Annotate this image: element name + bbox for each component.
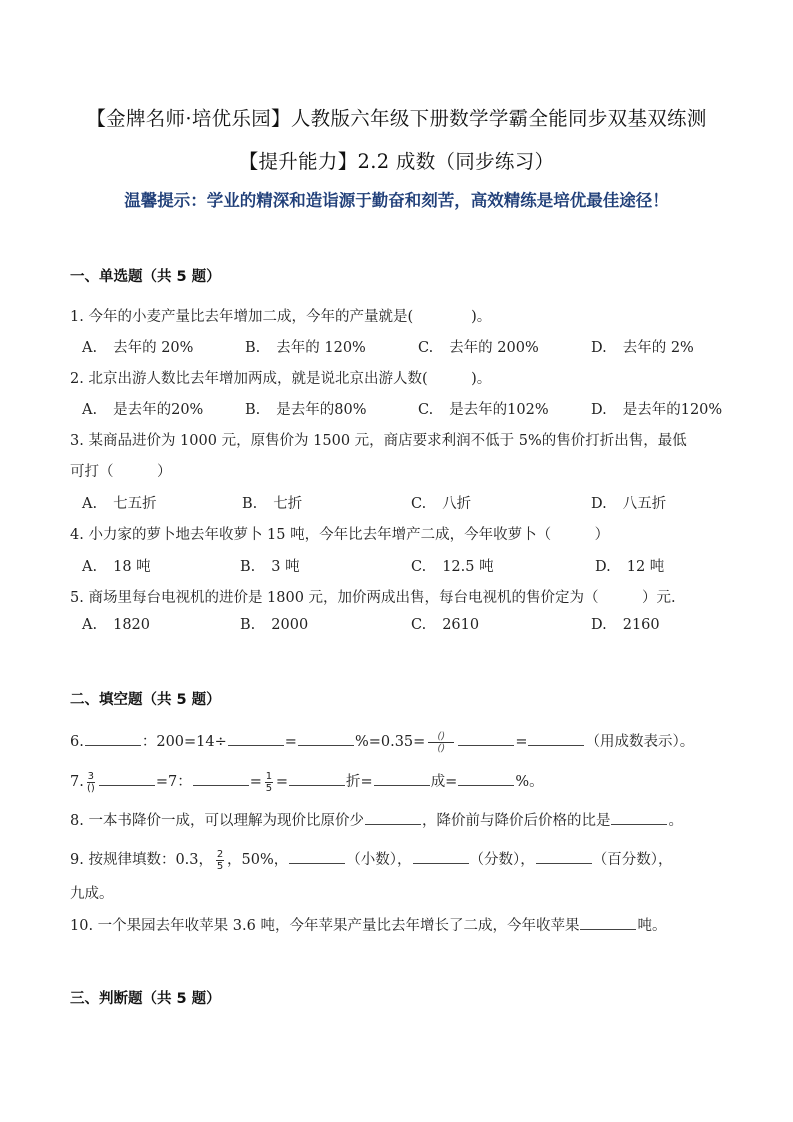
question-3-text-continued: 可打（ ）: [70, 464, 172, 480]
question-6: [70, 730, 694, 754]
question-4-text: 4. 小力家的萝卜地去年收萝卜 15 吨，今年比去年增产二成，今年收萝卜（ ）: [70, 527, 610, 543]
question-2-option-a[interactable]: [82, 398, 203, 419]
option-label: B.: [240, 559, 256, 575]
option-text: 是去年的20%: [113, 402, 204, 418]
option-label: B.: [240, 617, 256, 633]
question-text: 成=: [430, 774, 458, 790]
answer-blank[interactable]: [580, 915, 636, 930]
question-text: =: [515, 734, 528, 750]
document-title-line1: 【金牌名师·培优乐园】人教版六年级下册数学学霸全能同步双基双练测: [86, 107, 707, 130]
question-text: 。: [668, 813, 683, 829]
option-label: C.: [411, 559, 427, 575]
question-5-text: 5. 商场里每台电视机的进价是 1800 元，加价两成出售，每台电视机的售价定为（ ）元.: [70, 590, 676, 606]
fraction-numerator: 1: [265, 770, 273, 782]
question-text: =: [275, 774, 289, 790]
answer-blank[interactable]: [611, 810, 667, 825]
question-7: [70, 770, 544, 794]
fraction-numerator: 3: [87, 770, 95, 782]
question-text: （小数），: [346, 852, 412, 868]
question-text: 9. 按规律填数：0.3，: [70, 852, 214, 868]
option-label: D.: [591, 617, 607, 633]
option-label: D.: [595, 559, 611, 575]
section-title-true-false: 三、判断题（共 5 题）: [70, 991, 221, 1007]
question-text: （用成数表示）。: [585, 734, 695, 750]
answer-blank[interactable]: [289, 849, 345, 864]
option-text: 2000: [271, 617, 309, 633]
option-text: 12 吨: [626, 559, 665, 575]
question-1-option-d[interactable]: [591, 336, 694, 357]
option-label: D.: [591, 340, 607, 356]
fraction-denominator: 5: [265, 782, 273, 794]
question-4-option-a[interactable]: [82, 555, 151, 576]
answer-blank[interactable]: [298, 731, 354, 746]
question-3-option-a[interactable]: [82, 492, 157, 513]
answer-blank[interactable]: [413, 849, 469, 864]
answer-blank[interactable]: [374, 771, 430, 786]
question-text: 10. 一个果园去年收苹果 3.6 吨，今年苹果产量比去年增长了二成，今年收苹果: [70, 918, 580, 934]
study-tip: 温馨提示：学业的精深和造诣源于勤奋和刻苦，高效精练是培优最佳途径！: [124, 191, 669, 210]
option-label: A.: [82, 340, 98, 356]
question-1-option-b[interactable]: [245, 336, 366, 357]
question-4-option-b[interactable]: [240, 555, 300, 576]
fraction-denominator: (): [437, 742, 446, 754]
fraction-numerator: (): [437, 730, 446, 742]
option-label: A.: [82, 402, 98, 418]
option-label: C.: [411, 617, 427, 633]
question-text: =7：: [155, 774, 192, 790]
question-2-text: 2. 北京出游人数比去年增加两成，就是说北京出游人数( )。: [70, 371, 492, 387]
question-text: （分数），: [469, 852, 535, 868]
question-1-text: 1. 今年的小麦产量比去年增加二成，今年的产量就是( )。: [70, 309, 492, 325]
question-text: 折=: [346, 774, 373, 790]
fraction: [87, 771, 95, 794]
option-text: 3 吨: [271, 559, 300, 575]
option-label: C.: [411, 496, 427, 512]
answer-blank[interactable]: [365, 810, 421, 825]
option-text: 去年的 20%: [113, 340, 194, 356]
option-text: 七折: [273, 496, 303, 512]
question-number: 7.: [70, 774, 84, 790]
option-text: 是去年的102%: [449, 402, 549, 418]
option-label: B.: [245, 402, 261, 418]
answer-blank[interactable]: [99, 771, 155, 786]
question-3-text: 3. 某商品进价为 1000 元，原售价为 1500 元，商店要求利润不低于 5%的售价打折出售，最低: [70, 433, 687, 449]
fraction-placeholder: [428, 731, 454, 754]
question-text: 吨。: [637, 918, 667, 934]
question-9-continued: 九成。: [70, 886, 114, 902]
answer-blank[interactable]: [528, 731, 584, 746]
option-text: 七五折: [113, 496, 157, 512]
option-label: D.: [591, 402, 607, 418]
fraction-denominator: 5: [216, 860, 224, 872]
option-label: A.: [82, 559, 98, 575]
question-number: 6.: [70, 734, 84, 750]
answer-blank[interactable]: [289, 771, 345, 786]
question-3-option-d[interactable]: [591, 492, 666, 513]
option-text: 去年的 2%: [622, 340, 694, 356]
option-label: C.: [418, 402, 434, 418]
option-text: 18 吨: [113, 559, 151, 575]
option-text: 2160: [622, 617, 660, 633]
question-text: （百分数），: [592, 852, 673, 868]
question-5-option-d[interactable]: [591, 617, 660, 633]
answer-blank[interactable]: [536, 849, 592, 864]
fraction-denominator: (): [86, 782, 95, 794]
question-1-option-a[interactable]: [82, 336, 193, 357]
question-8: [70, 809, 683, 830]
question-2-option-b[interactable]: [245, 398, 367, 419]
question-text: ，50%，: [227, 852, 289, 868]
question-text: 8. 一本书降价一成，可以理解为现价比原价少: [70, 813, 364, 829]
fraction: [216, 849, 224, 872]
question-4-option-d[interactable]: [595, 555, 664, 576]
option-text: 八五折: [622, 496, 667, 512]
answer-blank[interactable]: [458, 771, 514, 786]
option-label: B.: [242, 496, 258, 512]
question-3-option-b[interactable]: [242, 492, 302, 513]
question-9: [70, 848, 673, 872]
option-text: 2610: [442, 617, 480, 633]
question-5-option-a[interactable]: [82, 617, 150, 633]
option-text: 12.5 吨: [442, 559, 494, 575]
question-5-option-b[interactable]: [240, 617, 308, 633]
option-label: C.: [418, 340, 434, 356]
option-text: 1820: [113, 617, 150, 633]
document-title-line2: 【提升能力】2.2 成数（同步练习）: [238, 150, 555, 173]
option-text: 是去年的80%: [276, 402, 367, 418]
fraction: [265, 771, 273, 794]
question-text: %。: [515, 774, 544, 790]
answer-blank[interactable]: [85, 731, 141, 746]
option-label: A.: [82, 617, 98, 633]
question-text: =: [284, 734, 297, 750]
question-text: ，降价前与降价后价格的比是: [421, 813, 611, 829]
question-text: ：200=14÷: [141, 734, 227, 750]
question-2-option-c[interactable]: [418, 398, 549, 419]
section-title-fill-blank: 二、填空题（共 5 题）: [70, 692, 221, 708]
question-2-option-d[interactable]: [591, 398, 722, 419]
question-10: [70, 914, 666, 935]
option-label: A.: [82, 496, 98, 512]
option-text: 八折: [442, 496, 472, 512]
question-1-option-c[interactable]: [418, 336, 539, 357]
option-text: 去年的 200%: [449, 340, 539, 356]
question-4-option-c[interactable]: [411, 555, 494, 576]
fraction-numerator: 2: [216, 848, 224, 860]
answer-blank[interactable]: [193, 771, 249, 786]
option-text: 去年的 120%: [276, 340, 366, 356]
option-text: 是去年的120%: [622, 402, 723, 418]
question-text: %=0.35=: [354, 734, 426, 750]
answer-blank[interactable]: [458, 731, 514, 746]
question-5-option-c[interactable]: [411, 617, 479, 633]
question-text: =: [249, 774, 262, 790]
answer-blank[interactable]: [228, 731, 284, 746]
question-3-option-c[interactable]: [411, 492, 471, 513]
section-title-single-choice: 一、单选题（共 5 题）: [70, 269, 221, 285]
option-label: D.: [591, 496, 607, 512]
option-label: B.: [245, 340, 261, 356]
